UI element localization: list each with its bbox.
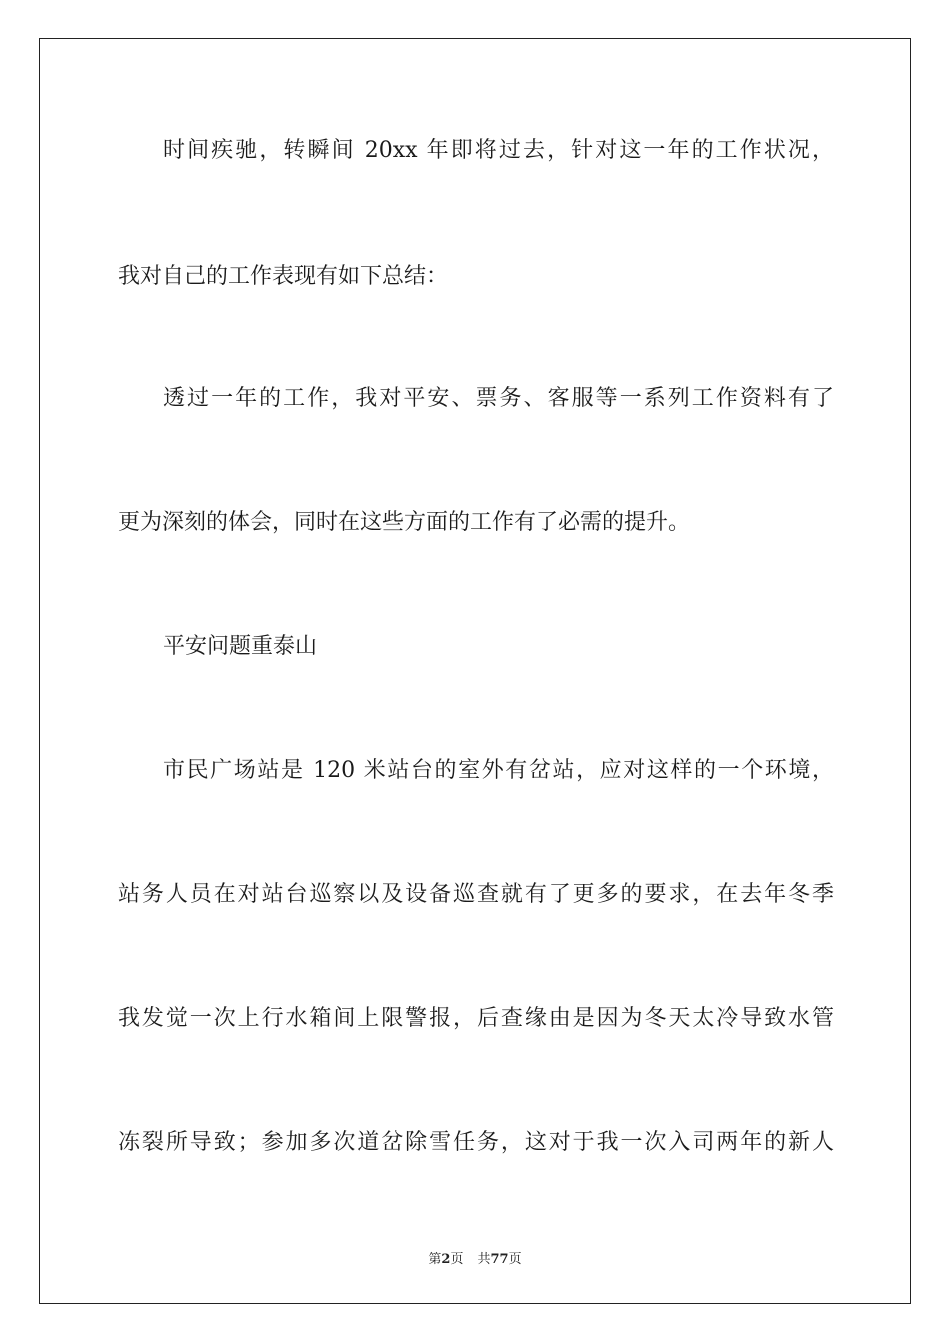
paragraph-4-line-2: 站务人员在对站台巡察以及设备巡查就有了更多的要求，在去年冬季: [118, 882, 834, 907]
paragraph-4-line-1: 市民广场站是 120 米站台的室外有岔站，应对这样的一个环境，: [163, 758, 834, 783]
footer-total-pages: 77: [490, 1252, 509, 1267]
footer-page-suffix: 页: [450, 1252, 464, 1267]
page-footer: [0, 1248, 950, 1267]
paragraph-2-line-2: 更为深刻的体会，同时在这些方面的工作有了必需的提升。: [118, 510, 691, 535]
paragraph-4-line-3: 我发觉一次上行水箱间上限警报，后查缘由是因为冬天太冷导致水管: [118, 1006, 834, 1031]
paragraph-1-line-2: 我对自己的工作表现有如下总结：: [118, 264, 449, 289]
footer-prefix: 第: [428, 1252, 442, 1267]
section-heading: 平安问题重泰山: [163, 634, 318, 659]
paragraph-2-line-1: 透过一年的工作，我对平安、票务、客服等一系列工作资料有了: [163, 386, 834, 411]
footer-total-suffix: 页: [508, 1252, 522, 1267]
paragraph-4-line-4: 冻裂所导致；参加多次道岔除雪任务，这对于我一次入司两年的新人: [118, 1130, 834, 1155]
page-border: [39, 38, 911, 1304]
footer-total-prefix: 共: [477, 1252, 491, 1267]
footer-page-number: 2: [441, 1252, 451, 1267]
paragraph-1-line-1: 时间疾驰，转瞬间 20xx 年即将过去，针对这一年的工作状况，: [163, 138, 834, 163]
